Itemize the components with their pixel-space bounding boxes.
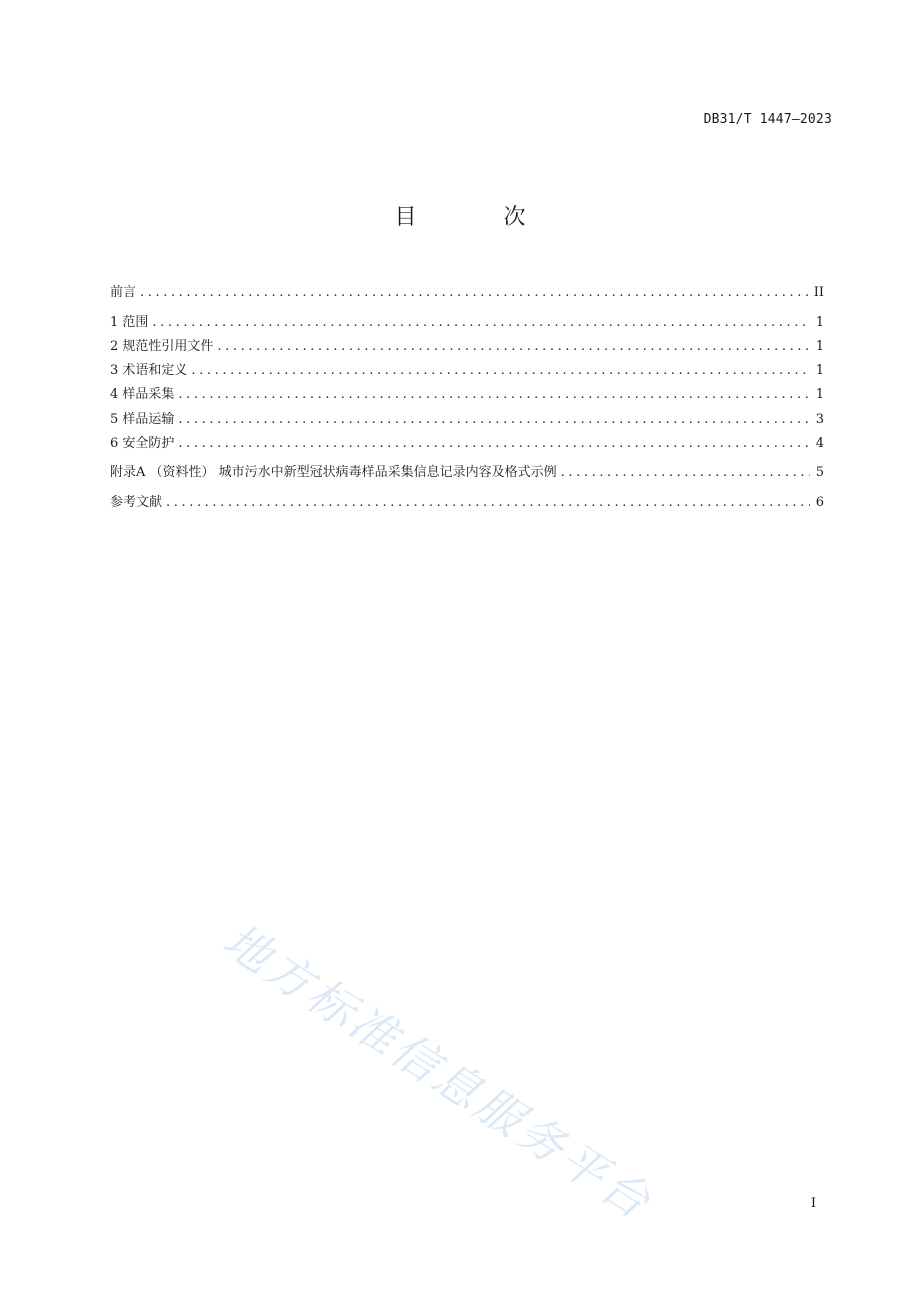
standard-code: DB31/T 1447—2023 (703, 112, 832, 127)
toc-entry-sample-transport[interactable] (110, 402, 824, 426)
page-number: I (810, 1196, 816, 1211)
toc-entry-page: II (813, 285, 824, 301)
toc-entry-sample-collection[interactable] (110, 378, 824, 402)
toc-entry-safety[interactable] (110, 427, 824, 451)
toc-entry-label: 3 术语和定义 (110, 363, 188, 379)
toc-leader-dots (561, 465, 810, 480)
toc-entry-label: 前言 (110, 285, 137, 301)
toc-entry-page: 1 (815, 314, 824, 330)
toc-leader-dots (178, 436, 809, 451)
watermark: 地方标准信息服务平台 (213, 912, 663, 1231)
toc-leader-dots (191, 363, 809, 378)
toc-leader-dots (178, 387, 809, 402)
table-of-contents (110, 276, 824, 510)
toc-entry-normative-references[interactable] (110, 330, 824, 354)
toc-entry-preface[interactable] (110, 276, 824, 300)
toc-entry-appendix-a[interactable] (110, 456, 824, 480)
toc-entry-label: 5 样品运输 (110, 411, 175, 427)
toc-leader-dots (140, 285, 808, 300)
toc-entry-label: 4 样品采集 (110, 387, 175, 403)
toc-entry-page: 3 (815, 411, 824, 427)
toc-entry-page: 1 (815, 387, 824, 403)
toc-leader-dots (152, 315, 809, 330)
toc-entry-page: 6 (815, 494, 824, 510)
toc-entry-page: 5 (815, 465, 824, 481)
toc-leader-dots (178, 412, 809, 427)
toc-entry-page: 1 (815, 363, 824, 379)
toc-entry-page: 4 (815, 436, 824, 452)
toc-entry-scope[interactable] (110, 305, 824, 329)
toc-leader-dots (166, 495, 810, 510)
toc-entry-label: 2 规范性引用文件 (110, 338, 214, 354)
toc-entry-label: 1 范围 (110, 314, 149, 330)
toc-entry-label: 6 安全防护 (110, 436, 175, 452)
toc-title: 目 次 (394, 205, 566, 230)
toc-entry-label: 附录A （资料性） 城市污水中新型冠状病毒样品采集信息记录内容及格式示例 (110, 465, 557, 481)
toc-leader-dots (217, 339, 809, 354)
toc-entry-bibliography[interactable] (110, 485, 824, 509)
toc-entry-terms[interactable] (110, 354, 824, 378)
toc-entry-page: 1 (815, 338, 824, 354)
toc-entry-label: 参考文献 (110, 494, 163, 510)
